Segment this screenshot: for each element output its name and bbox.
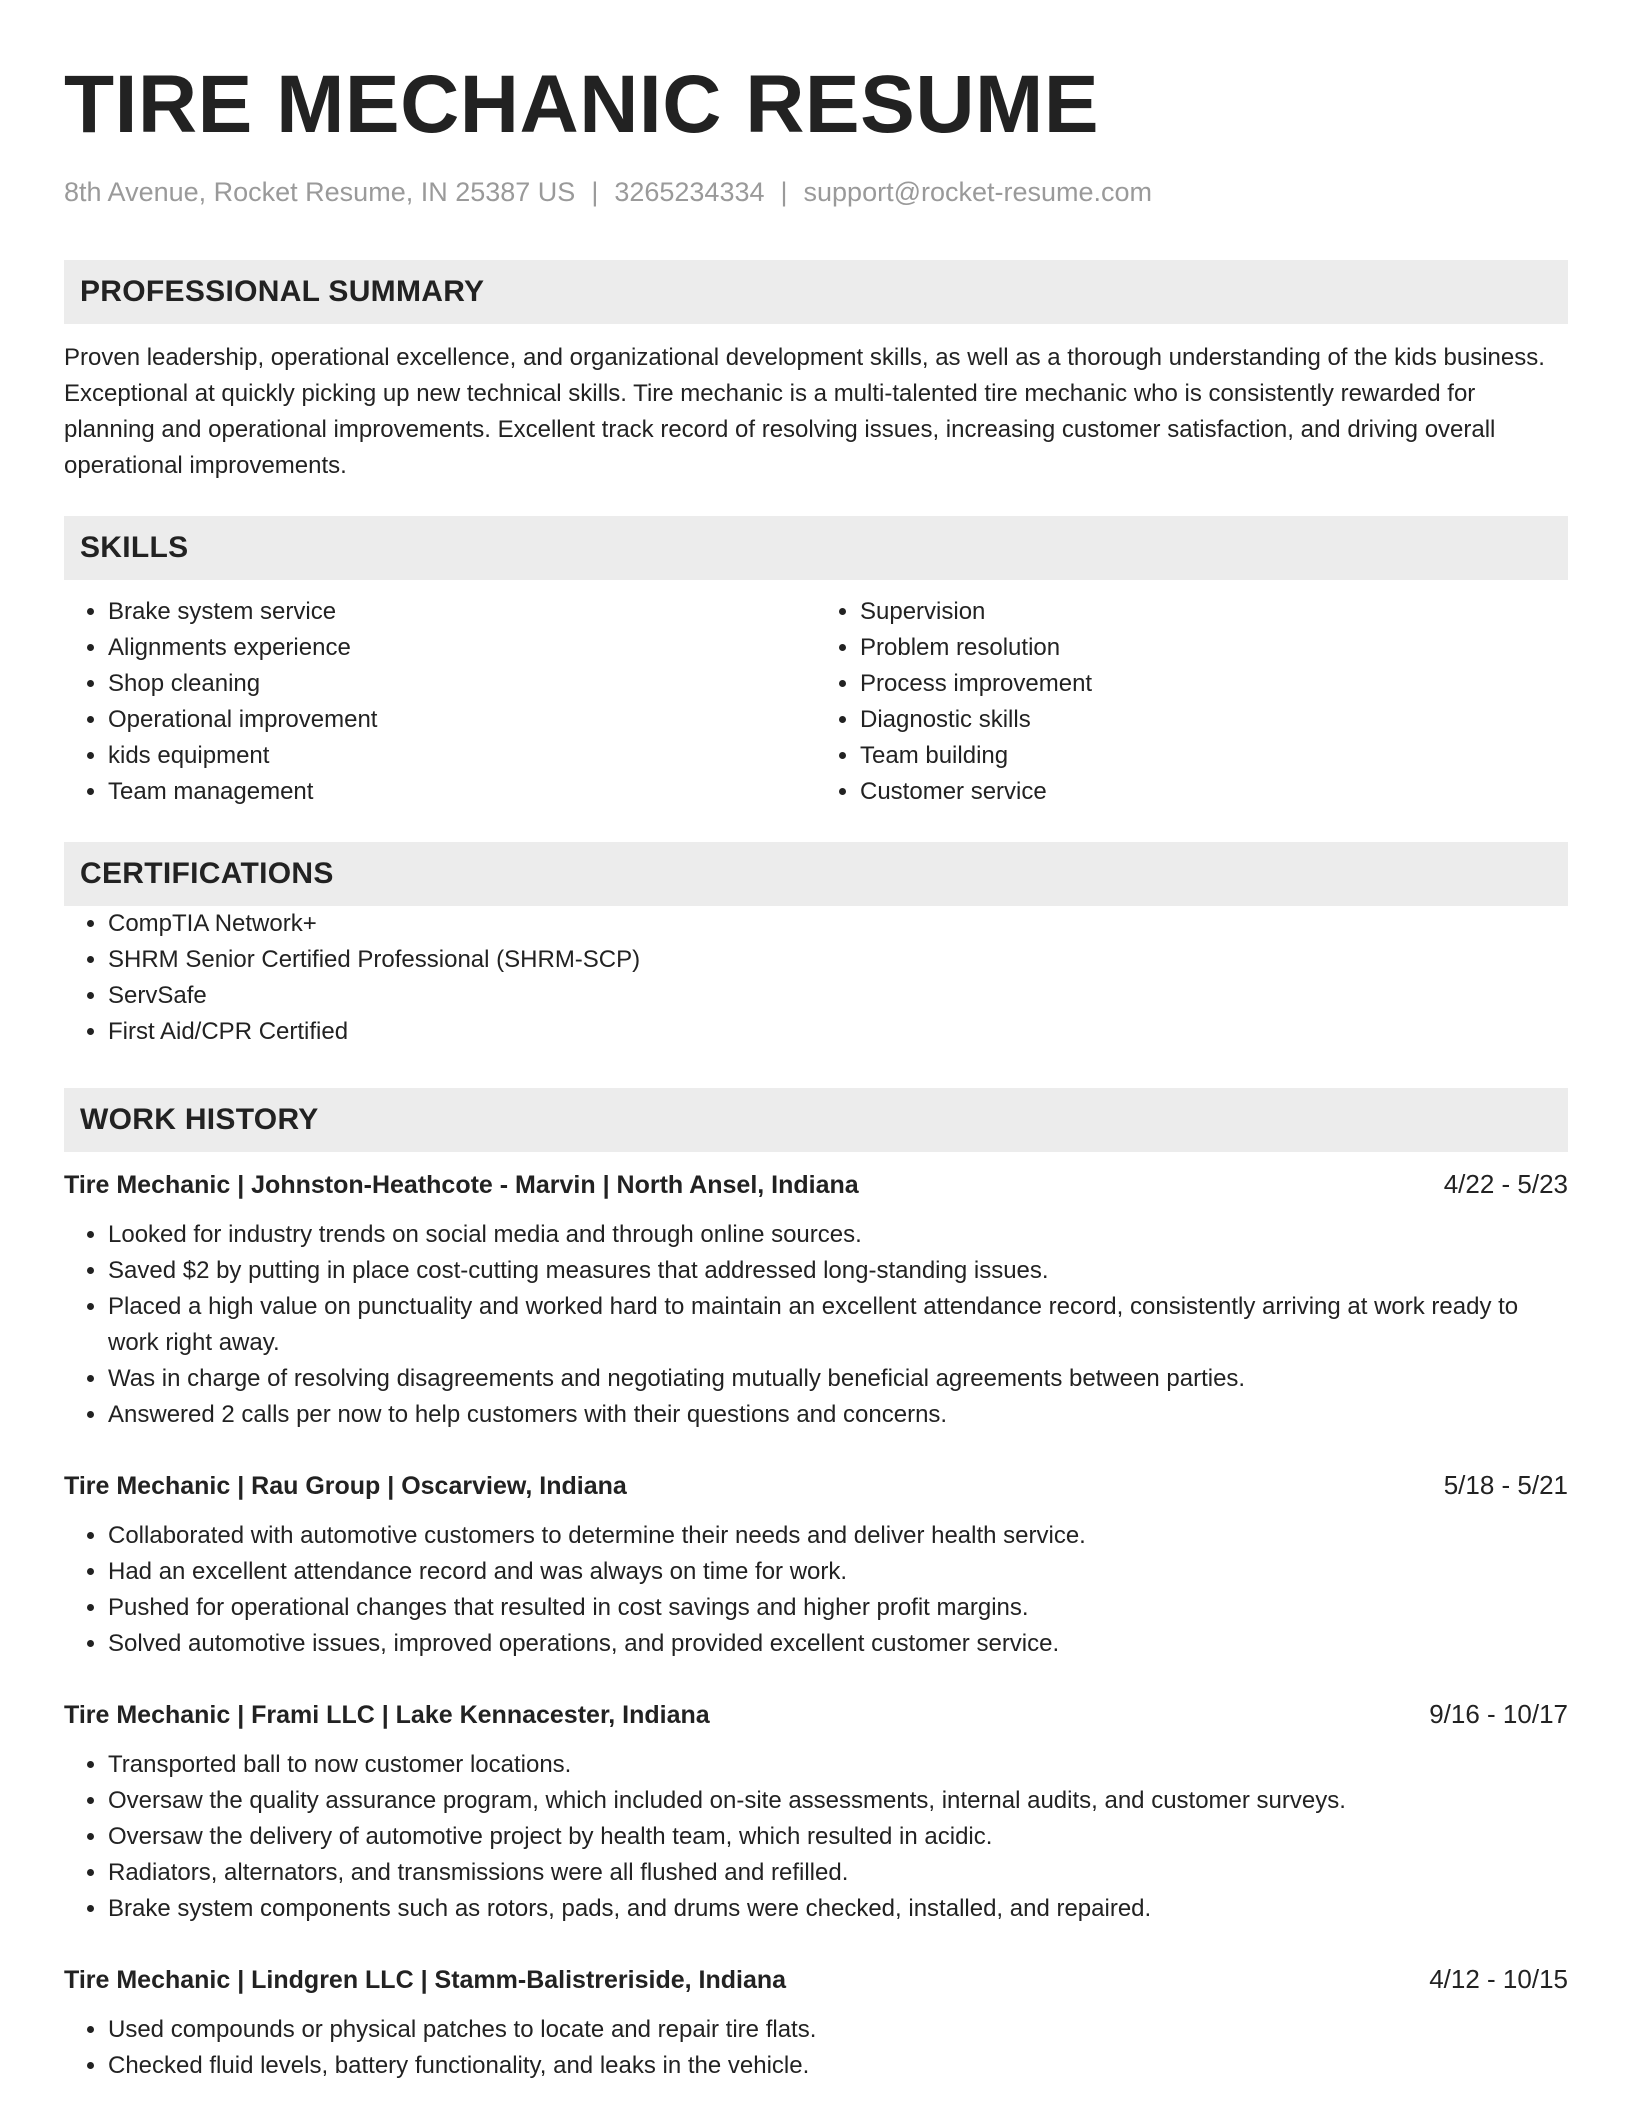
skill-item: • Team management	[108, 774, 816, 810]
job-dates: 5/18 - 5/21	[1443, 1470, 1568, 1500]
job-bullet: • Was in charge of resolving disagreements and negotiating mutually beneficial agreements between parties.	[108, 1361, 1568, 1397]
job-bullet: • Radiators, alternators, and transmissions were all flushed and refilled.	[108, 1855, 1568, 1891]
contact-line	[64, 174, 1568, 210]
certification-item: • SHRM Senior Certified Professional (SHRM-SCP)	[108, 942, 1568, 978]
certification-item: • First Aid/CPR Certified	[108, 1014, 1568, 1050]
job-bullets	[64, 1518, 1568, 1662]
skill-item: • Operational improvement	[108, 702, 816, 738]
job-entry	[64, 1166, 1568, 1433]
job-bullets	[64, 1217, 1568, 1433]
skill-item: • Team building	[860, 738, 1568, 774]
contact-separator: |	[780, 177, 788, 207]
job-bullet: • Collaborated with automotive customers to determine their needs and deliver health service.	[108, 1518, 1568, 1554]
job-bullet: • Pushed for operational changes that resulted in cost savings and higher profit margins.	[108, 1590, 1568, 1626]
job-bullet: • Checked fluid levels, battery functionality, and leaks in the vehicle.	[108, 2048, 1568, 2084]
job-bullet: • Used compounds or physical patches to locate and repair tire flats.	[108, 2012, 1568, 2048]
job-header	[64, 1467, 1568, 1504]
job-header	[64, 1961, 1568, 1998]
skill-item: • kids equipment	[108, 738, 816, 774]
job-bullets	[64, 2012, 1568, 2084]
job-bullet: • Oversaw the delivery of automotive project by health team, which resulted in acidic.	[108, 1819, 1568, 1855]
job-header	[64, 1696, 1568, 1733]
job-title: Tire Mechanic | Frami LLC | Lake Kennacester, Indiana	[64, 1701, 710, 1729]
skills-list	[64, 594, 1568, 810]
job-header	[64, 1166, 1568, 1203]
job-entry	[64, 1961, 1568, 2084]
contact-separator: |	[591, 177, 599, 207]
job-bullet: • Saved $2 by putting in place cost-cutting measures that addressed long-standing issues.	[108, 1253, 1568, 1289]
skill-item: • Shop cleaning	[108, 666, 816, 702]
job-dates: 9/16 - 10/17	[1429, 1699, 1568, 1729]
certification-item: • CompTIA Network+	[108, 906, 1568, 942]
job-entry	[64, 1467, 1568, 1662]
job-bullet: • Looked for industry trends on social media and through online sources.	[108, 1217, 1568, 1253]
resume-title: TIRE MECHANIC RESUME	[64, 59, 1100, 150]
skill-item: • Customer service	[860, 774, 1568, 810]
job-dates: 4/22 - 5/23	[1443, 1169, 1568, 1199]
skill-item: • Supervision	[860, 594, 1568, 630]
certifications-section-header: CERTIFICATIONS	[64, 842, 1568, 906]
job-title: Tire Mechanic | Lindgren LLC | Stamm-Balistreriside, Indiana	[64, 1966, 787, 1994]
job-bullet: • Answered 2 calls per now to help customers with their questions and concerns.	[108, 1397, 1568, 1433]
job-bullet: • Oversaw the quality assurance program, which included on-site assessments, internal audits, and customer surveys.	[108, 1783, 1568, 1819]
skills-column-right	[816, 594, 1568, 810]
skill-item: • Alignments experience	[108, 630, 816, 666]
certifications-list	[64, 906, 1568, 1050]
job-title: Tire Mechanic | Johnston-Heathcote - Marvin | North Ansel, Indiana	[64, 1171, 859, 1199]
summary-section-header: PROFESSIONAL SUMMARY	[64, 260, 1568, 324]
job-dates: 4/12 - 10/15	[1429, 1964, 1568, 1994]
contact-address: 8th Avenue, Rocket Resume, IN 25387 US	[64, 177, 576, 207]
contact-email: support@rocket-resume.com	[803, 177, 1153, 207]
contact-phone: 3265234334	[614, 177, 765, 207]
skill-item: • Problem resolution	[860, 630, 1568, 666]
job-bullet: • Transported ball to now customer locations.	[108, 1747, 1568, 1783]
job-bullets	[64, 1747, 1568, 1927]
work-history-section-header: WORK HISTORY	[64, 1088, 1568, 1152]
job-bullet: • Placed a high value on punctuality and worked hard to maintain an excellent attendance record, consistently arriving at work ready to work right away.	[108, 1289, 1568, 1361]
skill-item: • Brake system service	[108, 594, 816, 630]
job-title: Tire Mechanic | Rau Group | Oscarview, Indiana	[64, 1472, 627, 1500]
skills-section-header: SKILLS	[64, 516, 1568, 580]
skills-column-left	[64, 594, 816, 810]
job-entry	[64, 1696, 1568, 1927]
skill-item: • Process improvement	[860, 666, 1568, 702]
job-bullet: • Had an excellent attendance record and was always on time for work.	[108, 1554, 1568, 1590]
summary-text: Proven leadership, operational excellence, and organizational development skills, as well as a thorough understanding of the kids business. Exceptional at quickly picking up new technical skills. Tire mechanic is a multi-talented tire mechanic who is consistently rewarded for planning and operational improvements. Excellent track record of resolving issues, increasing customer satisfaction, and driving overall operational improvements.	[64, 344, 1545, 479]
skill-item: • Diagnostic skills	[860, 702, 1568, 738]
job-bullet: • Solved automotive issues, improved operations, and provided excellent customer service.	[108, 1626, 1568, 1662]
certification-item: • ServSafe	[108, 978, 1568, 1014]
job-bullet: • Brake system components such as rotors, pads, and drums were checked, installed, and repaired.	[108, 1891, 1568, 1927]
